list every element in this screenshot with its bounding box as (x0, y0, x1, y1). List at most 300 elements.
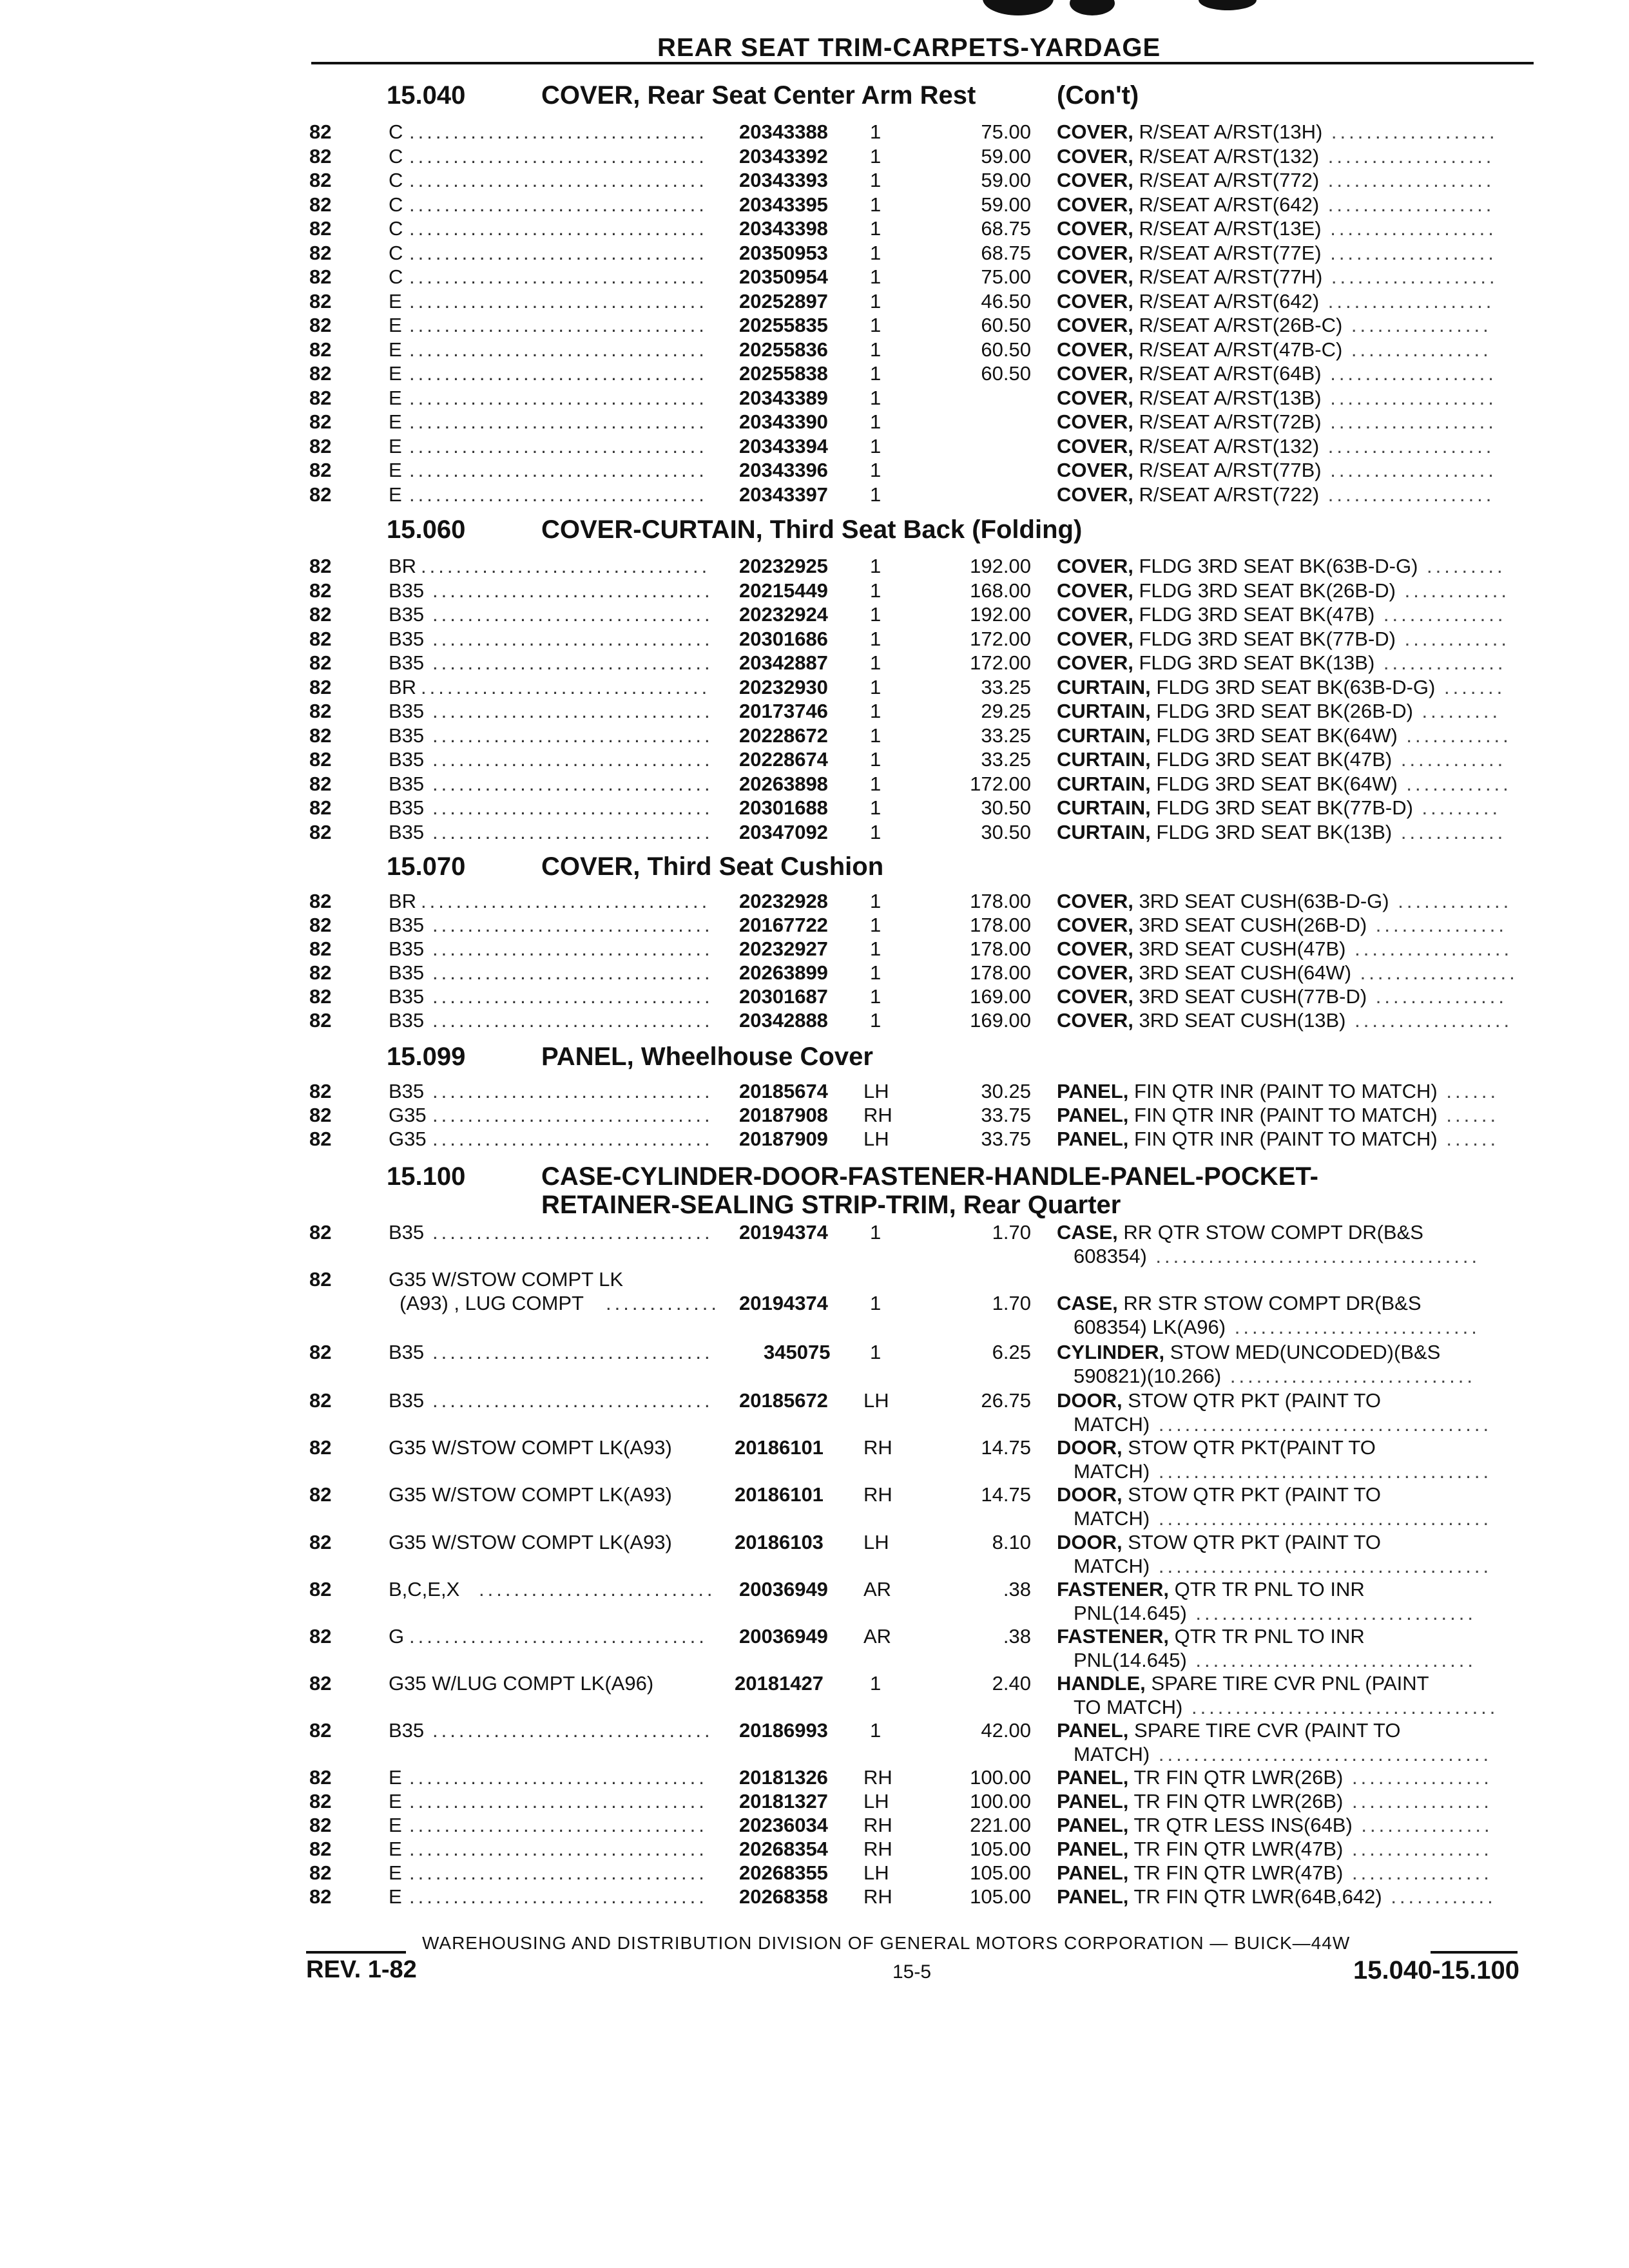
leader-dots: ................................. (421, 676, 711, 698)
model-year: 82 (309, 435, 332, 457)
model-code: G35 (389, 1128, 427, 1150)
description-dots: ............ (1392, 821, 1507, 843)
section-number: 15.060 (387, 515, 466, 544)
part-number: 20232928 (739, 890, 828, 912)
model-year: 82 (309, 338, 332, 361)
description (1057, 434, 1494, 458)
description-text: RR QTR STOW COMPT DR(B&S (1123, 1221, 1423, 1244)
list-price: 75.00 (981, 120, 1031, 143)
description-dots: ................... (1321, 459, 1497, 481)
model-year: 82 (309, 1268, 332, 1291)
list-price: 172.00 (970, 773, 1031, 795)
description (1057, 1671, 1429, 1695)
description (1057, 1127, 1499, 1151)
quantity: 1 (870, 1221, 882, 1244)
quantity: LH (863, 1531, 889, 1553)
model-code: E (389, 387, 402, 409)
part-number: 20342887 (739, 651, 828, 674)
description-keyword: COVER, (1057, 314, 1133, 336)
quantity: AR (863, 1578, 892, 1600)
model-code: B35 (389, 1080, 425, 1102)
description-text: 3RD SEAT CUSH(26B-D) (1139, 914, 1367, 936)
section-title-line2: RETAINER-SEALING STRIP-TRIM, Rear Quarter (541, 1191, 1121, 1219)
description-text-line2: 608354) (1074, 1245, 1147, 1267)
model-year: 82 (309, 410, 332, 433)
description-keyword: DOOR, (1057, 1531, 1123, 1553)
description-line2 (1074, 1244, 1480, 1268)
model-code: B35 (389, 1341, 425, 1363)
list-price: 33.25 (981, 748, 1031, 771)
model-code: BR (389, 555, 417, 577)
description (1057, 579, 1510, 602)
leader-dots: ................................ (432, 1341, 713, 1363)
quantity: 1 (870, 145, 882, 168)
model-code: E (389, 1838, 402, 1860)
part-number: 20252897 (739, 290, 828, 312)
description-text-line2: MATCH) (1074, 1413, 1150, 1436)
quantity: 1 (870, 1341, 882, 1363)
description (1057, 1389, 1381, 1412)
list-price: 221.00 (970, 1814, 1031, 1836)
description-keyword: PANEL, (1057, 1719, 1129, 1742)
footer-rule-left (306, 1951, 406, 1954)
quantity: 1 (870, 1672, 882, 1695)
leader-dots: ................................ (432, 821, 713, 843)
quantity: 1 (870, 362, 882, 385)
scan-blot (983, 0, 1054, 15)
description-text-line2: 590821)(10.266) (1074, 1365, 1222, 1387)
model-year: 82 (309, 1861, 332, 1884)
description-text: R/SEAT A/RST(722) (1139, 483, 1320, 506)
list-price: 1.70 (992, 1221, 1031, 1244)
model-code: B35 (389, 651, 425, 674)
description-text: TR FIN QTR LWR(47B) (1133, 1861, 1344, 1884)
description-line2 (1074, 1742, 1492, 1766)
quantity: 1 (870, 217, 882, 240)
model-code: E (389, 338, 402, 361)
description-line2 (1074, 1648, 1476, 1672)
description-text: FLDG 3RD SEAT BK(13B) (1156, 821, 1393, 843)
description (1057, 1789, 1492, 1813)
model-code: C (389, 217, 403, 240)
model-code: B35 (389, 628, 425, 650)
part-number: 20232924 (739, 603, 828, 626)
quantity: 1 (870, 961, 882, 984)
leader-dots: ........................... (479, 1578, 716, 1600)
leader-dots: .................................. (409, 290, 708, 312)
description-text: TR FIN QTR LWR(26B) (1133, 1790, 1344, 1812)
quantity: 1 (870, 748, 882, 771)
description-dots: ................... (1321, 387, 1497, 409)
model-code: B,C,E,X (389, 1578, 460, 1600)
section-title: COVER, Rear Seat Center Arm Rest (541, 81, 976, 110)
part-number: 345075 (764, 1341, 831, 1363)
description (1057, 796, 1501, 820)
model-code: E (389, 362, 402, 385)
list-price: 169.00 (970, 1009, 1031, 1032)
leader-dots: ................................ (432, 603, 713, 626)
model-code: E (389, 483, 402, 506)
leader-dots: .................................. (409, 1861, 708, 1884)
quantity: RH (863, 1885, 892, 1908)
description (1057, 985, 1507, 1008)
description-dots: ......... (1418, 555, 1506, 577)
description (1057, 724, 1512, 747)
description (1057, 747, 1506, 771)
description-text: SPARE TIRE CVR (PAINT TO (1134, 1719, 1401, 1742)
description-line2 (1074, 1601, 1476, 1625)
leader-dots: .................................. (409, 1838, 708, 1860)
part-number: 20232930 (739, 676, 828, 698)
leader-dots: ................................ (432, 579, 713, 602)
description-dots: ................................ (1186, 1602, 1477, 1624)
part-number: 20255838 (739, 362, 828, 385)
leader-dots: ................................ (432, 961, 713, 984)
description-text: FIN QTR INR (PAINT TO MATCH) (1134, 1104, 1438, 1126)
list-price: 26.75 (981, 1389, 1031, 1412)
model-year: 82 (309, 890, 332, 912)
list-price: 33.75 (981, 1104, 1031, 1126)
quantity: 1 (870, 914, 882, 936)
model-year: 82 (309, 217, 332, 240)
description (1057, 913, 1507, 937)
description-keyword: PANEL, (1057, 1838, 1129, 1860)
description-keyword: FASTENER, (1057, 1625, 1169, 1648)
description-text: R/SEAT A/RST(77E) (1139, 242, 1322, 264)
description-dots: ................... (1319, 193, 1495, 216)
quantity: RH (863, 1483, 892, 1506)
list-price: 100.00 (970, 1790, 1031, 1812)
description-text: FLDG 3RD SEAT BK(77B-D) (1139, 628, 1396, 650)
description-keyword: CURTAIN, (1057, 676, 1151, 698)
description-text: STOW QTR PKT (PAINT TO (1128, 1531, 1381, 1553)
description-keyword: COVER, (1057, 890, 1133, 912)
description-keyword: COVER, (1057, 628, 1133, 650)
description-dots: .............. (1374, 651, 1507, 674)
description-keyword: CASE, (1057, 1221, 1118, 1244)
model-code: E (389, 1790, 402, 1812)
model-code: E (389, 1885, 402, 1908)
part-number: 20036949 (739, 1578, 828, 1600)
leader-dots: ............. (606, 1292, 720, 1314)
part-number: 20236034 (739, 1814, 828, 1836)
model-code-line2: (A93) , LUG COMPT (400, 1292, 584, 1314)
model-code: B35 (389, 603, 425, 626)
leader-dots: ................................ (432, 724, 713, 747)
description-text: 3RD SEAT CUSH(64W) (1139, 961, 1352, 984)
model-code: C (389, 265, 403, 288)
list-price: 75.00 (981, 265, 1031, 288)
description-keyword: COVER, (1057, 193, 1133, 216)
description (1057, 313, 1492, 337)
description-dots: ............... (1367, 914, 1507, 936)
description-keyword: COVER, (1057, 579, 1133, 602)
description (1057, 289, 1494, 313)
list-price: 178.00 (970, 961, 1031, 984)
description (1057, 772, 1512, 796)
leader-dots: .................................. (409, 459, 708, 481)
description-text-line2: MATCH) (1074, 1743, 1150, 1765)
description-text-line2: 608354) LK(A96) (1074, 1316, 1226, 1338)
part-number: 20301688 (739, 796, 828, 819)
model-year: 82 (309, 314, 332, 336)
description-dots: ................... (1319, 435, 1495, 457)
leader-dots: ................................ (432, 1221, 713, 1244)
description-dots: ................... (1321, 410, 1497, 433)
description-text: FLDG 3RD SEAT BK(26B-D) (1156, 700, 1413, 722)
model-year: 82 (309, 700, 332, 722)
description-text-line2: MATCH) (1074, 1555, 1150, 1577)
part-number: 20343392 (739, 145, 828, 168)
description (1057, 1220, 1423, 1244)
description-text-line2: PNL(14.645) (1074, 1649, 1187, 1671)
description-keyword: CURTAIN, (1057, 748, 1151, 771)
part-number: 20343388 (739, 120, 828, 143)
description-dots: ...................................... (1150, 1460, 1492, 1483)
description (1057, 120, 1498, 144)
description-text: R/SEAT A/RST(13B) (1139, 387, 1322, 409)
description-keyword: CYLINDER, (1057, 1341, 1165, 1363)
model-year: 82 (309, 1885, 332, 1908)
part-number: 20350953 (739, 242, 828, 264)
description-dots: ................... (1319, 290, 1495, 312)
part-number: 20232927 (739, 937, 828, 960)
leader-dots: .................................. (409, 483, 708, 506)
description-text-line2: MATCH) (1074, 1507, 1150, 1530)
description (1057, 889, 1512, 913)
description-keyword: COVER, (1057, 362, 1133, 385)
leader-dots: .................................. (409, 242, 708, 264)
model-code: G35 W/STOW COMPT LK (389, 1268, 624, 1291)
description (1057, 1624, 1365, 1648)
description-text-line2: MATCH) (1074, 1460, 1150, 1483)
description-text: FLDG 3RD SEAT BK(47B) (1139, 603, 1375, 626)
model-year: 82 (309, 1436, 332, 1459)
model-code: G35 W/STOW COMPT LK(A93) (389, 1483, 672, 1506)
leader-dots: .................................. (409, 435, 708, 457)
quantity: LH (863, 1128, 889, 1150)
model-year: 82 (309, 579, 332, 602)
model-year: 82 (309, 1672, 332, 1695)
model-year: 82 (309, 1009, 332, 1032)
model-year: 82 (309, 1483, 332, 1506)
description-keyword: CURTAIN, (1057, 796, 1151, 819)
description (1057, 483, 1494, 506)
description-dots: ...................................... (1150, 1743, 1492, 1765)
model-code: B35 (389, 748, 425, 771)
description-text: R/SEAT A/RST(26B-C) (1139, 314, 1343, 336)
description-text: R/SEAT A/RST(72B) (1139, 410, 1322, 433)
description-text: R/SEAT A/RST(77B) (1139, 459, 1322, 481)
description (1057, 1483, 1381, 1506)
description-keyword: PANEL, (1057, 1766, 1129, 1789)
description-dots: ................... (1319, 169, 1495, 191)
model-year: 82 (309, 1221, 332, 1244)
quantity: LH (863, 1790, 889, 1812)
description-text: R/SEAT A/RST(132) (1139, 435, 1320, 457)
description-text: R/SEAT A/RST(13H) (1139, 120, 1323, 143)
description-text: FLDG 3RD SEAT BK(47B) (1156, 748, 1393, 771)
list-price: 192.00 (970, 555, 1031, 577)
model-year: 82 (309, 1838, 332, 1860)
description-text: STOW QTR PKT (PAINT TO (1128, 1389, 1381, 1412)
description-line2 (1074, 1412, 1492, 1436)
description-dots: ...... (1437, 1128, 1499, 1150)
section-number: 15.099 (387, 1043, 466, 1071)
model-year: 82 (309, 145, 332, 168)
description-text: 3RD SEAT CUSH(77B-D) (1139, 985, 1367, 1008)
model-year: 82 (309, 1104, 332, 1126)
description-text: R/SEAT A/RST(642) (1139, 193, 1320, 216)
section-number: 15.070 (387, 852, 466, 881)
part-number: 20186101 (735, 1436, 824, 1459)
part-number: 20343389 (739, 387, 828, 409)
quantity: 1 (870, 193, 882, 216)
model-year: 82 (309, 748, 332, 771)
model-year: 82 (309, 193, 332, 216)
model-year: 82 (309, 555, 332, 577)
model-code: B35 (389, 579, 425, 602)
description-text: FLDG 3RD SEAT BK(63B-D-G) (1156, 676, 1436, 698)
model-year: 82 (309, 1080, 332, 1102)
description-line2 (1074, 1459, 1492, 1483)
quantity: 1 (870, 1719, 882, 1742)
description-text: SPARE TIRE CVR PNL (PAINT (1151, 1672, 1429, 1695)
description-text: FLDG 3RD SEAT BK(26B-D) (1139, 579, 1396, 602)
leader-dots: ................................. (421, 890, 711, 912)
quantity: 1 (870, 1292, 882, 1314)
description-keyword: COVER, (1057, 265, 1133, 288)
quantity: 1 (870, 796, 882, 819)
leader-dots: ................................ (432, 628, 713, 650)
leader-dots: ................................. (421, 555, 711, 577)
part-number: 20167722 (739, 914, 828, 936)
model-code: E (389, 314, 402, 336)
description (1057, 1718, 1400, 1742)
list-price: .38 (1003, 1578, 1031, 1600)
description-dots: .................. (1345, 1009, 1513, 1032)
model-code: B35 (389, 961, 425, 984)
leader-dots: ................................ (432, 773, 713, 795)
description-text: FLDG 3RD SEAT BK(64W) (1156, 773, 1398, 795)
part-number: 20342888 (739, 1009, 828, 1032)
part-number: 20343398 (739, 217, 828, 240)
description (1057, 627, 1510, 651)
description (1057, 1765, 1492, 1789)
model-year: 82 (309, 265, 332, 288)
part-number: 20343395 (739, 193, 828, 216)
description-dots: ................... (1319, 145, 1495, 168)
description (1057, 1103, 1499, 1127)
model-year: 82 (309, 821, 332, 843)
model-code: B35 (389, 937, 425, 960)
description-text: STOW QTR PKT (PAINT TO (1128, 1483, 1381, 1506)
part-number: 20215449 (739, 579, 828, 602)
leader-dots: ................................ (432, 1128, 713, 1150)
quantity: 1 (870, 724, 882, 747)
footer-division: WAREHOUSING AND DISTRIBUTION DIVISION OF GENERAL MOTORS CORPORATION — BUICK—44W (422, 1933, 1351, 1953)
quantity: 1 (870, 169, 882, 191)
footer-revision: REV. 1-82 (306, 1956, 417, 1983)
section-title: PANEL, Wheelhouse Cover (541, 1043, 873, 1071)
model-code: C (389, 242, 403, 264)
leader-dots: ................................ (432, 700, 713, 722)
leader-dots: ................................ (432, 651, 713, 674)
model-year: 82 (309, 483, 332, 506)
description-text: FLDG 3RD SEAT BK(13B) (1139, 651, 1375, 674)
description-dots: ..................................... (1146, 1245, 1481, 1267)
model-year: 82 (309, 937, 332, 960)
list-price: 42.00 (981, 1719, 1031, 1742)
part-number: 20350954 (739, 265, 828, 288)
model-year: 82 (309, 651, 332, 674)
part-number: 20181327 (739, 1790, 828, 1812)
part-number: 20268354 (739, 1838, 828, 1860)
description-dots: ............................ (1226, 1316, 1480, 1338)
section-title-suffix: (Con't) (1057, 81, 1139, 110)
quantity: LH (863, 1080, 889, 1102)
model-year: 82 (309, 1341, 332, 1363)
description-keyword: COVER, (1057, 410, 1133, 433)
description (1057, 361, 1497, 385)
list-price: 172.00 (970, 628, 1031, 650)
model-year: 82 (309, 242, 332, 264)
scan-blot (1070, 0, 1115, 15)
model-year: 82 (309, 985, 332, 1008)
list-price: 105.00 (970, 1838, 1031, 1860)
part-number: 20228674 (739, 748, 828, 771)
list-price: 68.75 (981, 242, 1031, 264)
list-price: 169.00 (970, 985, 1031, 1008)
model-code: C (389, 120, 403, 143)
description (1057, 1813, 1493, 1837)
leader-dots: .................................. (409, 1790, 708, 1812)
model-code: B35 (389, 1221, 425, 1244)
description-text: TR QTR LESS INS(64B) (1133, 1814, 1353, 1836)
description (1057, 820, 1506, 844)
part-number: 20263899 (739, 961, 828, 984)
model-code: C (389, 169, 403, 191)
description (1057, 265, 1498, 289)
part-number: 20187909 (739, 1128, 828, 1150)
description-dots: ...... (1437, 1104, 1499, 1126)
description-dots: ............. (1389, 890, 1512, 912)
model-year: 82 (309, 1814, 332, 1836)
model-year: 82 (309, 1719, 332, 1742)
model-code: C (389, 193, 403, 216)
list-price: 60.50 (981, 314, 1031, 336)
part-number: 20301687 (739, 985, 828, 1008)
description-keyword: COVER, (1057, 1009, 1133, 1032)
description-keyword: FASTENER, (1057, 1578, 1169, 1600)
description-keyword: COVER, (1057, 338, 1133, 361)
description-text: R/SEAT A/RST(772) (1139, 169, 1320, 191)
leader-dots: ................................ (432, 914, 713, 936)
description-dots: ................... (1322, 120, 1498, 143)
part-number: 20255835 (739, 314, 828, 336)
part-number: 20268355 (739, 1861, 828, 1884)
model-code: B35 (389, 821, 425, 843)
description (1057, 168, 1494, 192)
list-price: 172.00 (970, 651, 1031, 674)
description-keyword: COVER, (1057, 651, 1133, 674)
description-text: TR FIN QTR LWR(26B) (1133, 1766, 1344, 1789)
description-dots: ...................................... (1150, 1555, 1492, 1577)
part-number: 20185674 (739, 1080, 828, 1102)
description-dots: ............ (1396, 628, 1510, 650)
leader-dots: ................................ (432, 937, 713, 960)
description-keyword: DOOR, (1057, 1483, 1123, 1506)
